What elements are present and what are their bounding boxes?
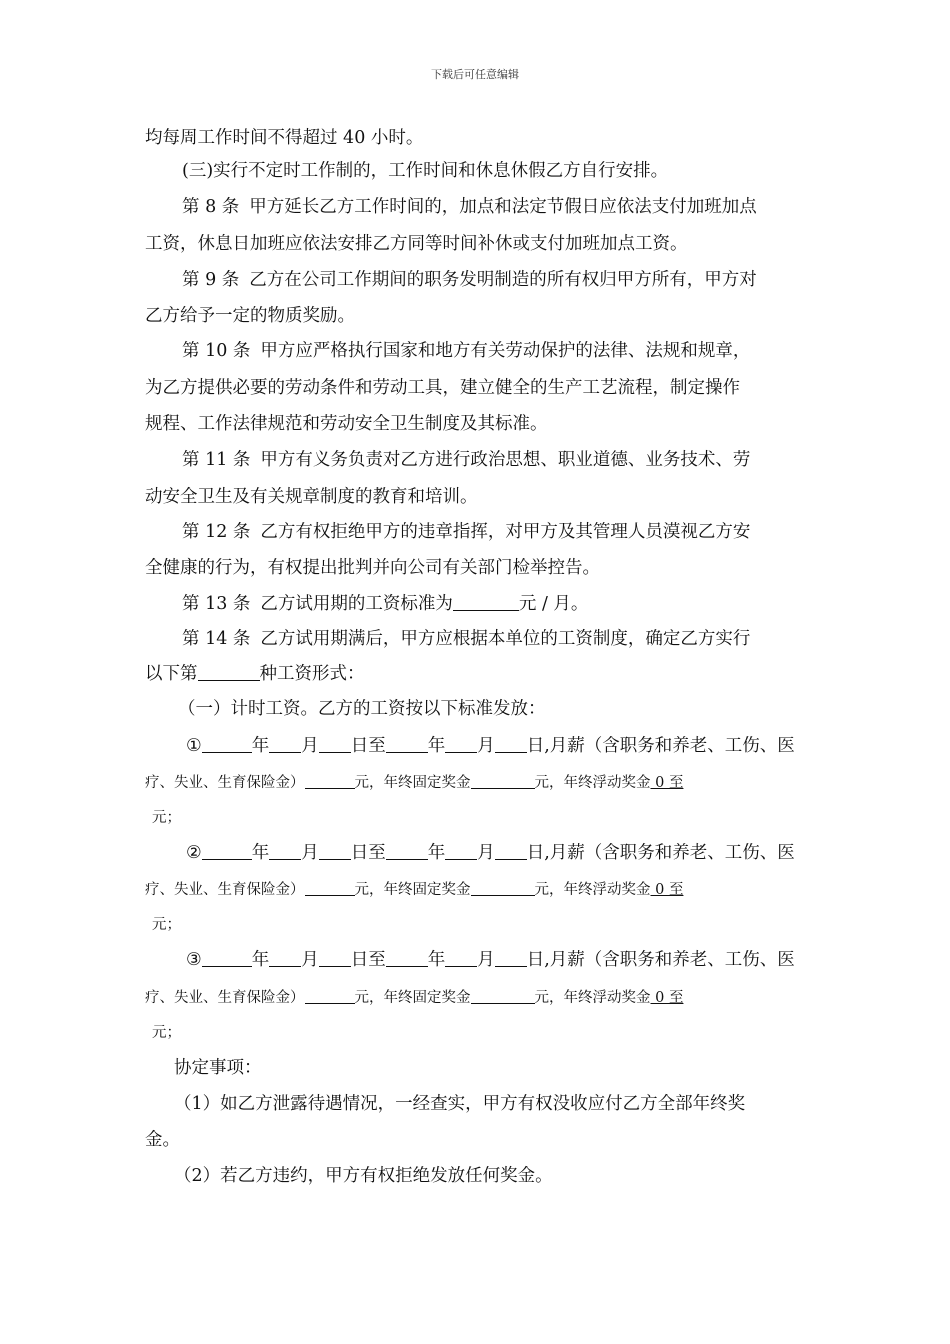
article-number: 第 9 条 [182, 270, 240, 290]
float-bonus-value: 0 至 [650, 775, 684, 791]
blank-field [319, 842, 351, 860]
article-14 [182, 628, 750, 650]
blank-field [305, 771, 355, 789]
blank-field [445, 949, 477, 967]
text-line: 全健康的行为，有权提出批判并向公司有关部门检举控告。 [145, 558, 600, 578]
article-number: 第 11 条 [182, 450, 251, 470]
article-number: 第 13 条 [182, 594, 251, 614]
text-line: 以下第 种工资形式： [145, 664, 365, 684]
wage-row-3-line2: 疗、失业、生育保险金） 元，年终固定奖金 元，年终浮动奖金 0 至 [145, 986, 683, 1009]
article-number: 第 14 条 [182, 629, 251, 649]
blank-field [495, 735, 527, 753]
article-text: 乙方在公司工作期间的职务发明制造的所有权归甲方所有，甲方对 [249, 270, 757, 290]
blank-field [305, 878, 355, 896]
blank-field [445, 735, 477, 753]
article-number: 第 10 条 [182, 341, 251, 361]
agreement-item-1-cont: 金。 [145, 1130, 180, 1150]
article-text: 甲方有义务负责对乙方进行政治思想、职业道德、业务技术、劳 [260, 450, 751, 470]
wage-row-3-line3: 元； [152, 1025, 181, 1041]
article-text: 甲方延长乙方工作时间的，加点和法定节假日应依法支付加班加点 [249, 197, 757, 217]
text-line: （一）计时工资。乙方的工资按以下标准发放： [178, 699, 546, 719]
article-11 [182, 449, 750, 471]
blank-field [202, 842, 252, 860]
article-12 [182, 521, 750, 543]
wage-row-1: ① 年 月 日至 年 月 日,月薪（含职务和养老、工伤、医 [186, 736, 795, 756]
blank-field [495, 842, 527, 860]
article-9 [182, 269, 757, 291]
agreement-title: 协定事项： [174, 1058, 262, 1078]
page-header: 下载后可任意编辑 [431, 68, 519, 81]
blank-field [305, 986, 355, 1004]
text-line: 均每周工作时间不得超过 40 小时。 [145, 128, 424, 148]
text-line: 规程、工作法律规范和劳动安全卫生制度及其标准。 [145, 414, 548, 434]
blank-field [453, 593, 519, 611]
text-line: 工资，休息日加班应依法安排乙方同等时间补休或支付加班加点工资。 [145, 234, 688, 254]
blank-field [202, 949, 252, 967]
blank-field [471, 771, 535, 789]
article-text: 乙方有权拒绝甲方的违章指挥，对甲方及其管理人员漠视乙方安 [260, 522, 751, 542]
agreement-item-2: （2）若乙方违约，甲方有权拒绝发放任何奖金。 [174, 1166, 553, 1186]
blank-field [495, 949, 527, 967]
article-10 [182, 340, 750, 362]
text-line: 为乙方提供必要的劳动条件和劳动工具，建立健全的生产工艺流程，制定操作 [145, 378, 740, 398]
float-bonus-value: 0 至 [650, 882, 684, 898]
article-text: 乙方试用期满后，甲方应根据本单位的工资制度，确定乙方实行 [260, 629, 751, 649]
wage-row-2-line2: 疗、失业、生育保险金） 元，年终固定奖金 元，年终浮动奖金 0 至 [145, 878, 683, 901]
blank-field [386, 842, 428, 860]
agreement-item-1: （1）如乙方泄露待遇情况，一经查实，甲方有权没收应付乙方全部年终奖 [174, 1094, 746, 1114]
blank-field [319, 735, 351, 753]
article-number: 第 12 条 [182, 522, 251, 542]
article-13: 第 13 条 乙方试用期的工资标准为 元 / 月。 [182, 594, 589, 614]
blank-field [202, 735, 252, 753]
blank-field [471, 986, 535, 1004]
blank-field [269, 842, 301, 860]
article-8 [182, 196, 757, 218]
blank-field [386, 949, 428, 967]
blank-field [269, 949, 301, 967]
wage-row-2-line3: 元； [152, 917, 181, 933]
text-line: (三)实行不定时工作制的，工作时间和休息休假乙方自行安排。 [182, 161, 669, 181]
text-line: 动安全卫生及有关规章制度的教育和培训。 [145, 487, 478, 507]
blank-field [319, 949, 351, 967]
blank-field [198, 663, 260, 681]
blank-field [269, 735, 301, 753]
blank-field [471, 878, 535, 896]
wage-row-1-line3: 元； [152, 810, 181, 826]
wage-row-1-line2: 疗、失业、生育保险金） 元，年终固定奖金 元，年终浮动奖金 0 至 [145, 771, 683, 794]
blank-field [386, 735, 428, 753]
text-line: 乙方给予一定的物质奖励。 [145, 306, 355, 326]
wage-row-3: ③ 年 月 日至 年 月 日,月薪（含职务和养老、工伤、医 [186, 950, 795, 970]
blank-field [445, 842, 477, 860]
article-text: 甲方应严格执行国家和地方有关劳动保护的法律、法规和规章， [260, 341, 751, 361]
wage-row-2: ② 年 月 日至 年 月 日,月薪（含职务和养老、工伤、医 [186, 843, 795, 863]
float-bonus-value: 0 至 [650, 990, 684, 1006]
article-number: 第 8 条 [182, 197, 240, 217]
